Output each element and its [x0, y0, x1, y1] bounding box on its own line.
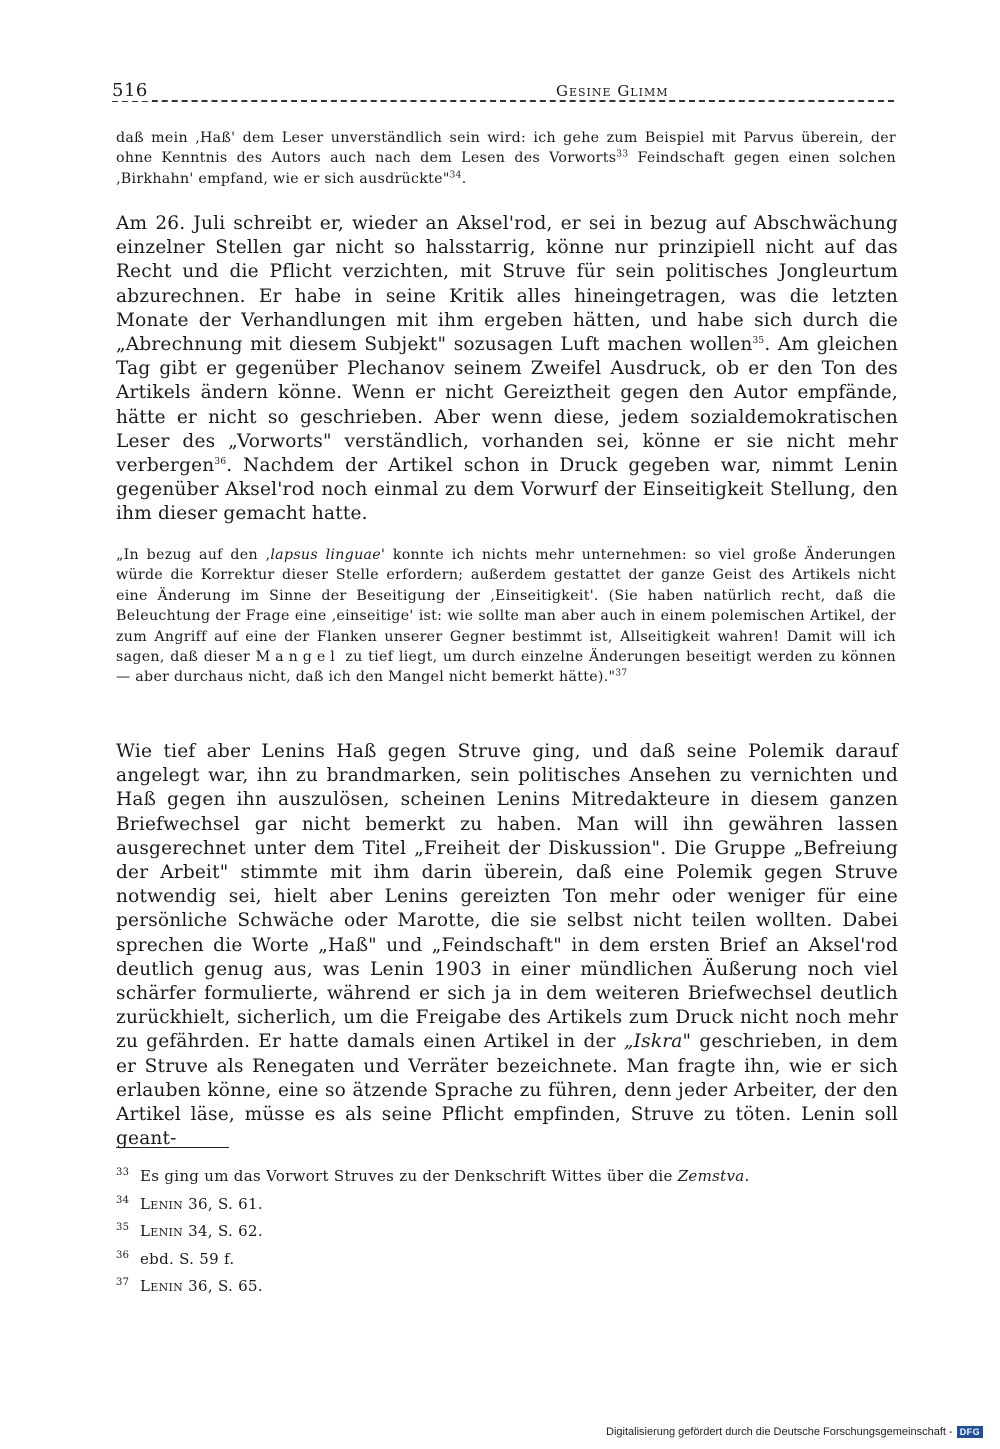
footer-text: Digitalisierung gefördert durch die Deutsche Forschungsgemeinschaft - [606, 1426, 953, 1438]
block-quote-2 [116, 545, 896, 688]
footnote-ref-33[interactable]: 33 [616, 149, 629, 160]
footnote-text: Lenin 36, S. 65. [140, 1277, 263, 1295]
footnote-37 [116, 1273, 896, 1301]
footnote-34 [116, 1191, 896, 1219]
digitization-footer [606, 1426, 986, 1438]
footnote-separator [116, 1147, 229, 1148]
quote1-end: . [461, 170, 467, 187]
running-title: Gesine Glimm [552, 82, 672, 100]
footnote-ref-36[interactable]: 36 [214, 456, 227, 467]
quote2-spaced: Mangel [255, 649, 340, 666]
footnote-text: Es ging um das Vorwort Struves zu der Denkschrift Wittes über die Zemstva. [140, 1167, 750, 1185]
body-paragraph-2 [116, 740, 898, 1151]
para1-part-c: . Nachdem der Artikel schon in Druck gegeben war, nimmt Lenin gegenüber Aksel'rod noch einmal zu dem Vorwurf der Einseitigkeit Stellung, den ihm dieser gemacht hatte. [116, 455, 898, 525]
quote2-part-a: „In bezug auf den ‚ [116, 547, 271, 563]
footnote-number: 33 [116, 1167, 130, 1178]
footnote-ref-37[interactable]: 37 [615, 668, 628, 679]
footnote-text: ebd. S. 59 f. [140, 1249, 235, 1268]
footnote-35 [116, 1218, 896, 1246]
para2-part-b: geschrieben, in dem er Struve als Renegaten und Verräter bezeichnete. Man fragte ihn, wie er sich erlauben könne, eine so ätzende Sprache zu führen, denn jeder Arbeiter, der den Artikel läse, müsse es als seine Pflicht empfinden, Struve zu töten. Lenin soll geant- [116, 1031, 898, 1150]
footnote-33 [116, 1163, 896, 1191]
footnote-text: Lenin 34, S. 62. [140, 1222, 263, 1240]
footnote-number: 35 [116, 1222, 130, 1233]
header-rule [112, 100, 894, 102]
quote1-text: daß mein ‚Haß' dem Leser unverständlich sein wird: ich gehe zum Beispiel mit Parvus überein, der ohne Kenntnis des Autors auch nach dem Lesen des Vorworts [116, 130, 896, 167]
footnote-ref-35[interactable]: 35 [752, 335, 765, 346]
para2-part-a: Wie tief aber Lenins Haß gegen Struve ging, und daß seine Polemik darauf angelegt war, ihn zu brandmarken, sein politisches Ansehen zu vernichten und Haß gegen ihn auszulösen, scheinen Lenins Mitredakteure in diesem ganzen Briefwechsel gar nicht bemerkt zu haben. Man will ihn gewähren lassen ausgerechnet unter dem Titel „Freiheit der Diskussion". Die Gruppe „Befreiung der Arbeit" stimmte mit ihm darin überein, daß eine Polemik gegen Struve notwendig sei, hielt aber Lenins gereizten Ton mehr oder weniger für eine persönliche Schwäche oder Marotte, die sie selbst nicht teilen wollten. Dabei sprechen die Worte „Haß" und „Feindschaft" in dem ersten Brief an Aksel'rod deutlich genug aus, was Lenin 1903 in einer mündlichen Äußerung noch viel schärfer formulierte, während er sich ja in dem weiteren Briefwechsel deutlich zurückhielt, sicherlich, um die Freigabe des Artikels zum Druck nicht noch mehr zu gefährden. Er hatte damals einen Artikel in der [116, 741, 898, 1053]
footnote-number: 37 [116, 1277, 130, 1288]
footnote-number: 36 [116, 1249, 130, 1261]
quote2-part-b: ' konnte ich nichts mehr unternehmen: so viel große Änderungen würde die Korrektur dieser Stelle erfordern; außerdem gestattet der ganze Geist des Artikels nicht eine Änderung im Sinne der Beseitigung der ‚Einseitigkeit'. (Sie haben natürlich recht, daß die Beleuchtung der Frage eine ‚einseitige' ist: wie sollte man aber auch in einem polemischen Artikel, der zum Angriff auf eine der Flanken unserer Gegner bestimmt ist, Allseitigkeit wahren! Damit will ich sagen, daß dieser [116, 547, 896, 666]
footnote-text: Lenin 36, S. 61. [140, 1194, 263, 1213]
para1-part-b: . Am gleichen Tag gibt er gegenüber Plechanov seinem Zweifel Ausdruck, ob er den Ton des Artikels ändern könne. Wenn er nicht Gereiztheit gegen den Autor empfände, hätte er nicht so geschrieben. Aber wenn diese, jedem sozialdemokratischen Leser des „Vorworts" verständlich, vorhanden sei, könne er sie nicht mehr verbergen [116, 334, 898, 477]
dfg-logo-icon: DFG [957, 1426, 984, 1438]
page-header [112, 80, 894, 106]
quote2-part-c: zu tief liegt, um durch einzelne Änderungen beseitigt werden zu können — aber durchaus nicht, daß ich den Mangel nicht bemerkt hätte)." [116, 649, 896, 686]
para2-italic: „Iskra" [623, 1031, 692, 1053]
body-paragraph-1 [116, 212, 898, 527]
para1-part-a: Am 26. Juli schreibt er, wieder an Aksel'rod, er sei in bezug auf Abschwächung einzelner Stellen gar nicht so halsstarrig, könne nur prinzipiell nicht auf das Recht und die Pflicht verzichten, mit Struve für sein politisches Jongleurtum abzurechnen. Er habe in seine Kritik alles hineingetragen, was die letzten Monate der Verhandlungen mit ihm ergeben hätten, und habe sich durch die „Abrechnung mit diesem Subjekt" sozusagen Luft machen wollen [116, 213, 898, 356]
footnote-36 [116, 1246, 896, 1274]
quote1-continuation: Feindschaft gegen einen solchen ‚Birkhahn' empfand, wie er sich ausdrückte" [116, 150, 896, 187]
quote2-italic: lapsus linguae [270, 547, 381, 563]
footnote-ref-34[interactable]: 34 [449, 170, 462, 181]
block-quote-1 [116, 128, 896, 189]
footnotes [116, 1163, 896, 1301]
footnote-number: 34 [116, 1194, 130, 1206]
page-number: 516 [112, 80, 152, 101]
